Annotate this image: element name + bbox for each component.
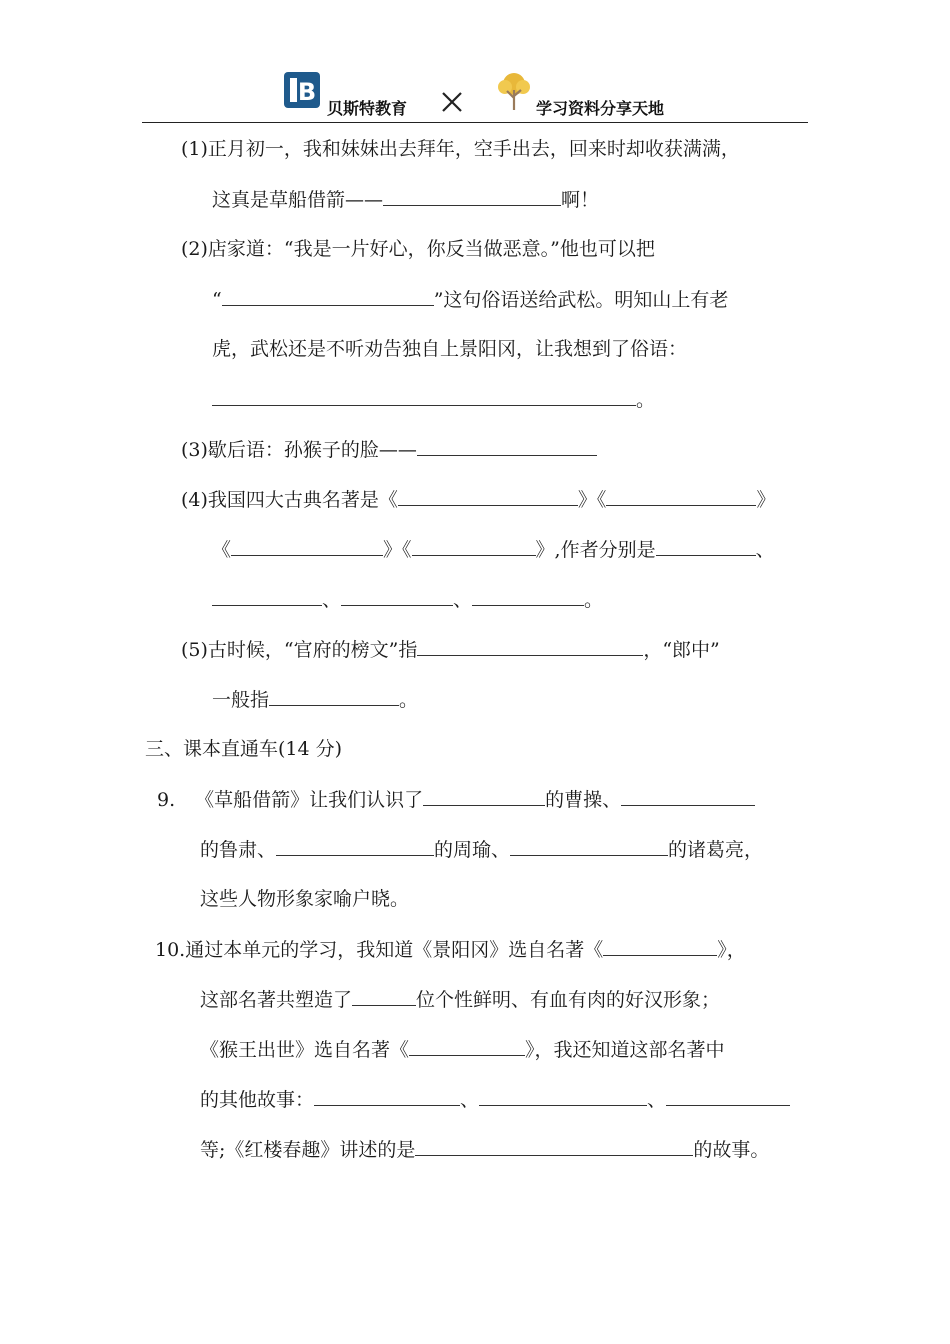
q10-line-1: 10.通过本单元的学习，我知道《景阳冈》选自名著《 》， [155,935,746,964]
item-4-line-1: (4)我国四大古典名著是《 》《 》 [181,485,775,514]
blank[interactable] [231,535,383,556]
logo-letter: B [297,78,317,106]
bst-logo-icon [284,72,320,108]
blank[interactable] [409,1035,525,1056]
blank[interactable] [606,485,756,506]
blank[interactable] [341,585,453,606]
blank[interactable] [269,685,399,706]
item-2-line-4: 。 [212,385,655,414]
section-3-title: 三、课本直通车(14 分) [145,738,343,760]
blank[interactable] [472,585,584,606]
q10-line-4: 的其他故事： 、 、 [200,1085,790,1114]
item-2-line-2: “ ”这句俗语送给武松。明知山上有老 [212,285,728,314]
item-4-line-2: 《 》《 》,作者分别是 、 [212,535,775,564]
blank[interactable] [212,385,636,406]
q10-line-3: 《猴王出世》选自名著《 》，我还知道这部名著中 [200,1035,725,1064]
cross-icon [440,90,464,114]
blank[interactable] [276,835,434,856]
blank[interactable] [212,585,322,606]
q9-line-2: 的鲁肃、 的周瑜、 的诸葛亮， [200,835,763,864]
item-2-line-1: (2)店家道：“我是一片好心，你反当做恶意。”他也可以把 [181,238,655,260]
blank[interactable] [603,935,717,956]
item-1-line-1: (1)正月初一，我和妹妹出去拜年，空手出去，回来时却收获满满， [181,138,740,160]
tree-icon [494,70,534,114]
q9-line-1: 9. 《草船借箭》让我们认识了 的曹操、 [157,785,755,814]
blank[interactable] [510,835,668,856]
blank[interactable] [415,1135,693,1156]
item-2-line-3: 虎，武松还是不听劝告独自上景阳冈，让我想到了俗语： [212,338,688,360]
blank[interactable] [666,1085,790,1106]
brand-left: 贝斯特教育 [327,99,408,118]
item-5-line-1: (5)古时候，“官府的榜文”指 ，“郎中” [181,635,720,664]
q9-line-3: 这些人物形象家喻户晓。 [200,888,410,910]
header-divider [142,122,808,123]
blank[interactable] [479,1085,647,1106]
item-5-line-2: 一般指 。 [212,685,418,714]
page-header [0,60,950,120]
blank[interactable] [656,535,756,556]
blank[interactable] [423,785,545,806]
q10-line-5: 等;《红楼春趣》讲述的是 的故事。 [200,1135,769,1164]
item-1-line-2: 这真是草船借箭—— 啊！ [212,185,599,214]
q10-line-2: 这部名著共塑造了 位个性鲜明、有血有肉的好汉形象； [200,985,720,1014]
blank[interactable] [621,785,755,806]
blank[interactable] [417,435,597,456]
blank[interactable] [222,285,434,306]
blank[interactable] [398,485,578,506]
blank[interactable] [417,635,643,656]
blank[interactable] [412,535,536,556]
item-4-line-3: 、 、 。 [212,585,603,614]
blank[interactable] [383,185,561,206]
blank[interactable] [352,985,416,1006]
item-3-line: (3)歇后语：孙猴子的脸—— [181,435,597,464]
brand-right: 学习资料分享天地 [536,99,665,118]
blank[interactable] [314,1085,460,1106]
